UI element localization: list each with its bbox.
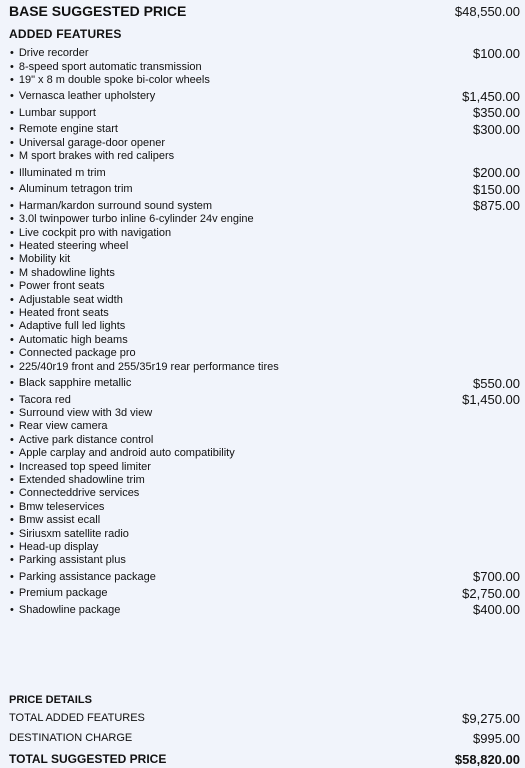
feature-item	[10, 294, 520, 307]
feature-name: • Active park distance control	[10, 434, 153, 447]
base-price-label: BASE SUGGESTED PRICE	[9, 3, 187, 19]
feature-name: • Power front seats	[10, 280, 104, 293]
feature-price: $100.00	[473, 45, 520, 61]
feature-price: $300.00	[473, 121, 520, 137]
feature-name: • Siriusxm satellite radio	[10, 528, 129, 541]
feature-name: • Harman/kardon surround sound system	[10, 200, 212, 213]
total-added-features-row	[9, 710, 520, 726]
feature-item	[10, 420, 520, 433]
feature-item	[10, 407, 520, 420]
total-suggested-price-row	[9, 751, 520, 767]
destination-charge-label: DESTINATION CHARGE	[9, 732, 133, 744]
feature-name: • Bmw assist ecall	[10, 514, 100, 527]
feature-price: $700.00	[473, 569, 520, 585]
feature-name: • Lumbar support	[10, 107, 96, 120]
feature-item	[10, 307, 520, 320]
destination-charge-value: $995.00	[473, 730, 520, 746]
feature-price: $400.00	[473, 602, 520, 618]
feature-name: • Aluminum tetragon trim	[10, 183, 133, 196]
feature-name: • Illuminated m trim	[10, 167, 106, 180]
feature-name: • Drive recorder	[10, 47, 89, 60]
feature-name: • Automatic high beams	[10, 334, 128, 347]
feature-item	[10, 347, 520, 360]
price-details-heading: PRICE DETAILS	[9, 694, 92, 706]
feature-price: $200.00	[473, 165, 520, 181]
feature-item	[10, 61, 520, 74]
feature-item	[10, 568, 520, 585]
feature-price: $1,450.00	[462, 88, 520, 104]
feature-item	[10, 180, 520, 197]
feature-name: • Shadowline package	[10, 604, 120, 617]
total-suggested-price-label: TOTAL SUGGESTED PRICE	[9, 752, 167, 766]
feature-name: • Parking assistance package	[10, 571, 156, 584]
feature-item	[10, 74, 520, 87]
feature-name: • 19" x 8 m double spoke bi-color wheels	[10, 74, 210, 87]
feature-item	[10, 227, 520, 240]
total-added-features-label: TOTAL ADDED FEATURES	[9, 712, 145, 724]
feature-item	[10, 280, 520, 293]
added-features-heading: ADDED FEATURES	[9, 27, 122, 41]
feature-name: • Adaptive full led lights	[10, 320, 125, 333]
feature-item	[10, 391, 520, 408]
feature-item	[10, 240, 520, 253]
feature-price: $1,450.00	[462, 392, 520, 407]
feature-name: • Adjustable seat width	[10, 294, 123, 307]
feature-item	[10, 461, 520, 474]
feature-item	[10, 44, 520, 61]
feature-item	[10, 137, 520, 150]
feature-name: • 3.0l twinpower turbo inline 6-cylinder 24v engine	[10, 213, 254, 226]
feature-name: • Remote engine start	[10, 123, 118, 136]
feature-name: • Bmw teleservices	[10, 501, 104, 514]
feature-name: • M sport brakes with red calipers	[10, 150, 174, 163]
feature-name: • Tacora red	[10, 394, 71, 407]
feature-name: • Heated steering wheel	[10, 240, 128, 253]
features-list	[10, 44, 520, 617]
feature-item	[10, 487, 520, 500]
feature-name: • 8-speed sport automatic transmission	[10, 61, 202, 74]
feature-item	[10, 434, 520, 447]
feature-name: • Increased top speed limiter	[10, 461, 151, 474]
feature-item	[10, 213, 520, 226]
feature-item	[10, 197, 520, 214]
feature-item	[10, 541, 520, 554]
feature-name: • Connected package pro	[10, 347, 136, 360]
feature-name: • Parking assistant plus	[10, 554, 126, 567]
feature-price: $350.00	[473, 105, 520, 121]
total-suggested-price-value: $58,820.00	[454, 751, 520, 767]
feature-name: • 225/40r19 front and 255/35r19 rear performance tires	[10, 361, 279, 374]
feature-item	[10, 374, 520, 391]
feature-name: • M shadowline lights	[10, 267, 115, 280]
feature-name: • Connecteddrive services	[10, 487, 139, 500]
feature-price: $550.00	[473, 375, 520, 391]
feature-item	[10, 501, 520, 514]
feature-item	[10, 528, 520, 541]
feature-name: • Apple carplay and android auto compatibility	[10, 447, 235, 460]
feature-price: $2,750.00	[462, 585, 520, 601]
feature-item	[10, 320, 520, 333]
feature-name: • Head-up display	[10, 541, 98, 554]
feature-name: • Rear view camera	[10, 420, 108, 433]
feature-item	[10, 361, 520, 374]
feature-name: • Vernasca leather upholstery	[10, 90, 155, 103]
feature-item	[10, 554, 520, 567]
feature-item	[10, 253, 520, 266]
base-price-value: $48,550.00	[454, 3, 520, 19]
feature-name: • Surround view with 3d view	[10, 407, 152, 420]
feature-name: • Extended shadowline trim	[10, 474, 145, 487]
feature-item	[10, 447, 520, 460]
feature-name: • Premium package	[10, 587, 108, 600]
feature-item	[10, 601, 520, 618]
destination-charge-row	[9, 730, 520, 746]
feature-item	[10, 334, 520, 347]
feature-price: $150.00	[473, 181, 520, 197]
feature-item	[10, 120, 520, 137]
feature-name: • Universal garage-door opener	[10, 137, 165, 150]
feature-name: • Mobility kit	[10, 253, 70, 266]
feature-item	[10, 267, 520, 280]
feature-name: • Heated front seats	[10, 307, 109, 320]
feature-item	[10, 104, 520, 121]
feature-item	[10, 474, 520, 487]
feature-item	[10, 150, 520, 163]
feature-item	[10, 164, 520, 181]
feature-item	[10, 87, 520, 104]
feature-name: • Black sapphire metallic	[10, 377, 131, 390]
feature-name: • Live cockpit pro with navigation	[10, 227, 171, 240]
feature-price: $875.00	[473, 198, 520, 214]
feature-item	[10, 584, 520, 601]
base-price-row	[9, 2, 520, 20]
total-added-features-value: $9,275.00	[462, 710, 520, 726]
feature-item	[10, 514, 520, 527]
